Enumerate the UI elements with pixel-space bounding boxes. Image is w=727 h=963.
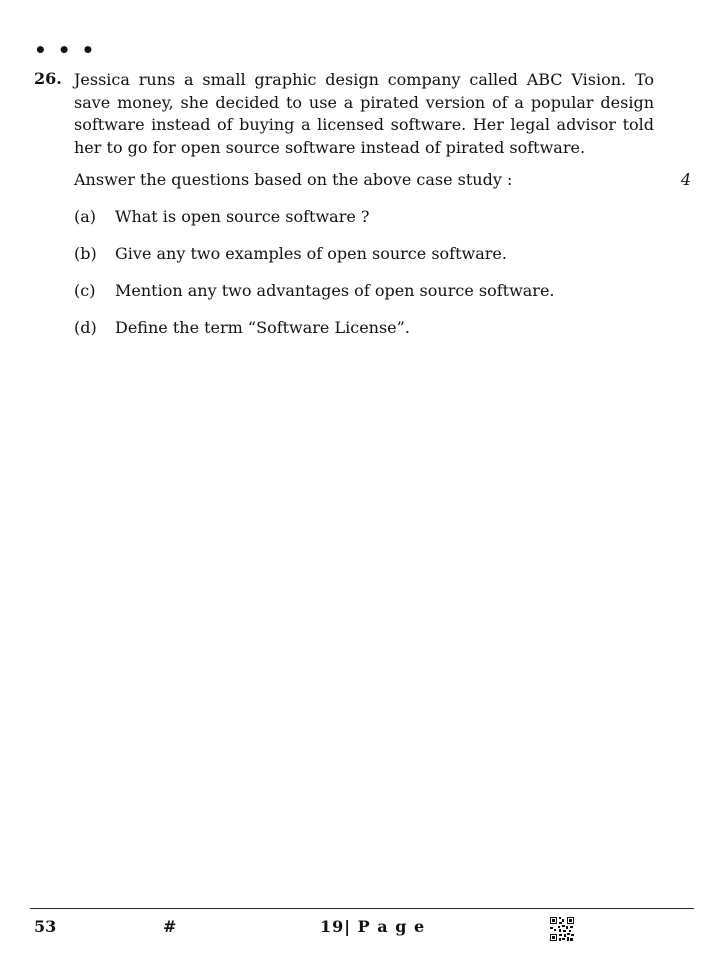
continuation-dots: • • • bbox=[34, 38, 97, 62]
sub-question-label: (c) bbox=[74, 281, 96, 300]
sub-question-text: Define the term “Software License”. bbox=[115, 318, 410, 337]
sub-question-label: (d) bbox=[74, 318, 97, 337]
sub-question-text: What is open source software ? bbox=[115, 207, 370, 226]
footer-divider bbox=[30, 908, 694, 909]
sub-question-text: Give any two examples of open source software. bbox=[115, 244, 507, 263]
sub-question-c bbox=[74, 281, 555, 300]
footer-hash: # bbox=[163, 917, 177, 936]
question-number: 26. bbox=[34, 69, 62, 88]
footer-page-number: 19| P a g e bbox=[320, 917, 426, 936]
sub-question-d bbox=[74, 318, 410, 337]
question-instruction: Answer the questions based on the above case study : bbox=[74, 170, 513, 189]
sub-question-label: (a) bbox=[74, 207, 97, 226]
footer-paper-code: 53 bbox=[34, 917, 57, 936]
sub-question-text: Mention any two advantages of open source software. bbox=[115, 281, 555, 300]
qr-code-icon bbox=[550, 917, 574, 941]
question-marks: 4 bbox=[680, 170, 691, 189]
sub-question-label: (b) bbox=[74, 244, 97, 263]
sub-question-a bbox=[74, 207, 369, 226]
sub-question-b bbox=[74, 244, 507, 263]
question-text: Jessica runs a small graphic design company called ABC Vision. To save money, she decided to use a pirated version of a popular design software instead of buying a licensed software. Her legal advisor told her to go for open source software instead of pirated software. bbox=[74, 70, 654, 157]
